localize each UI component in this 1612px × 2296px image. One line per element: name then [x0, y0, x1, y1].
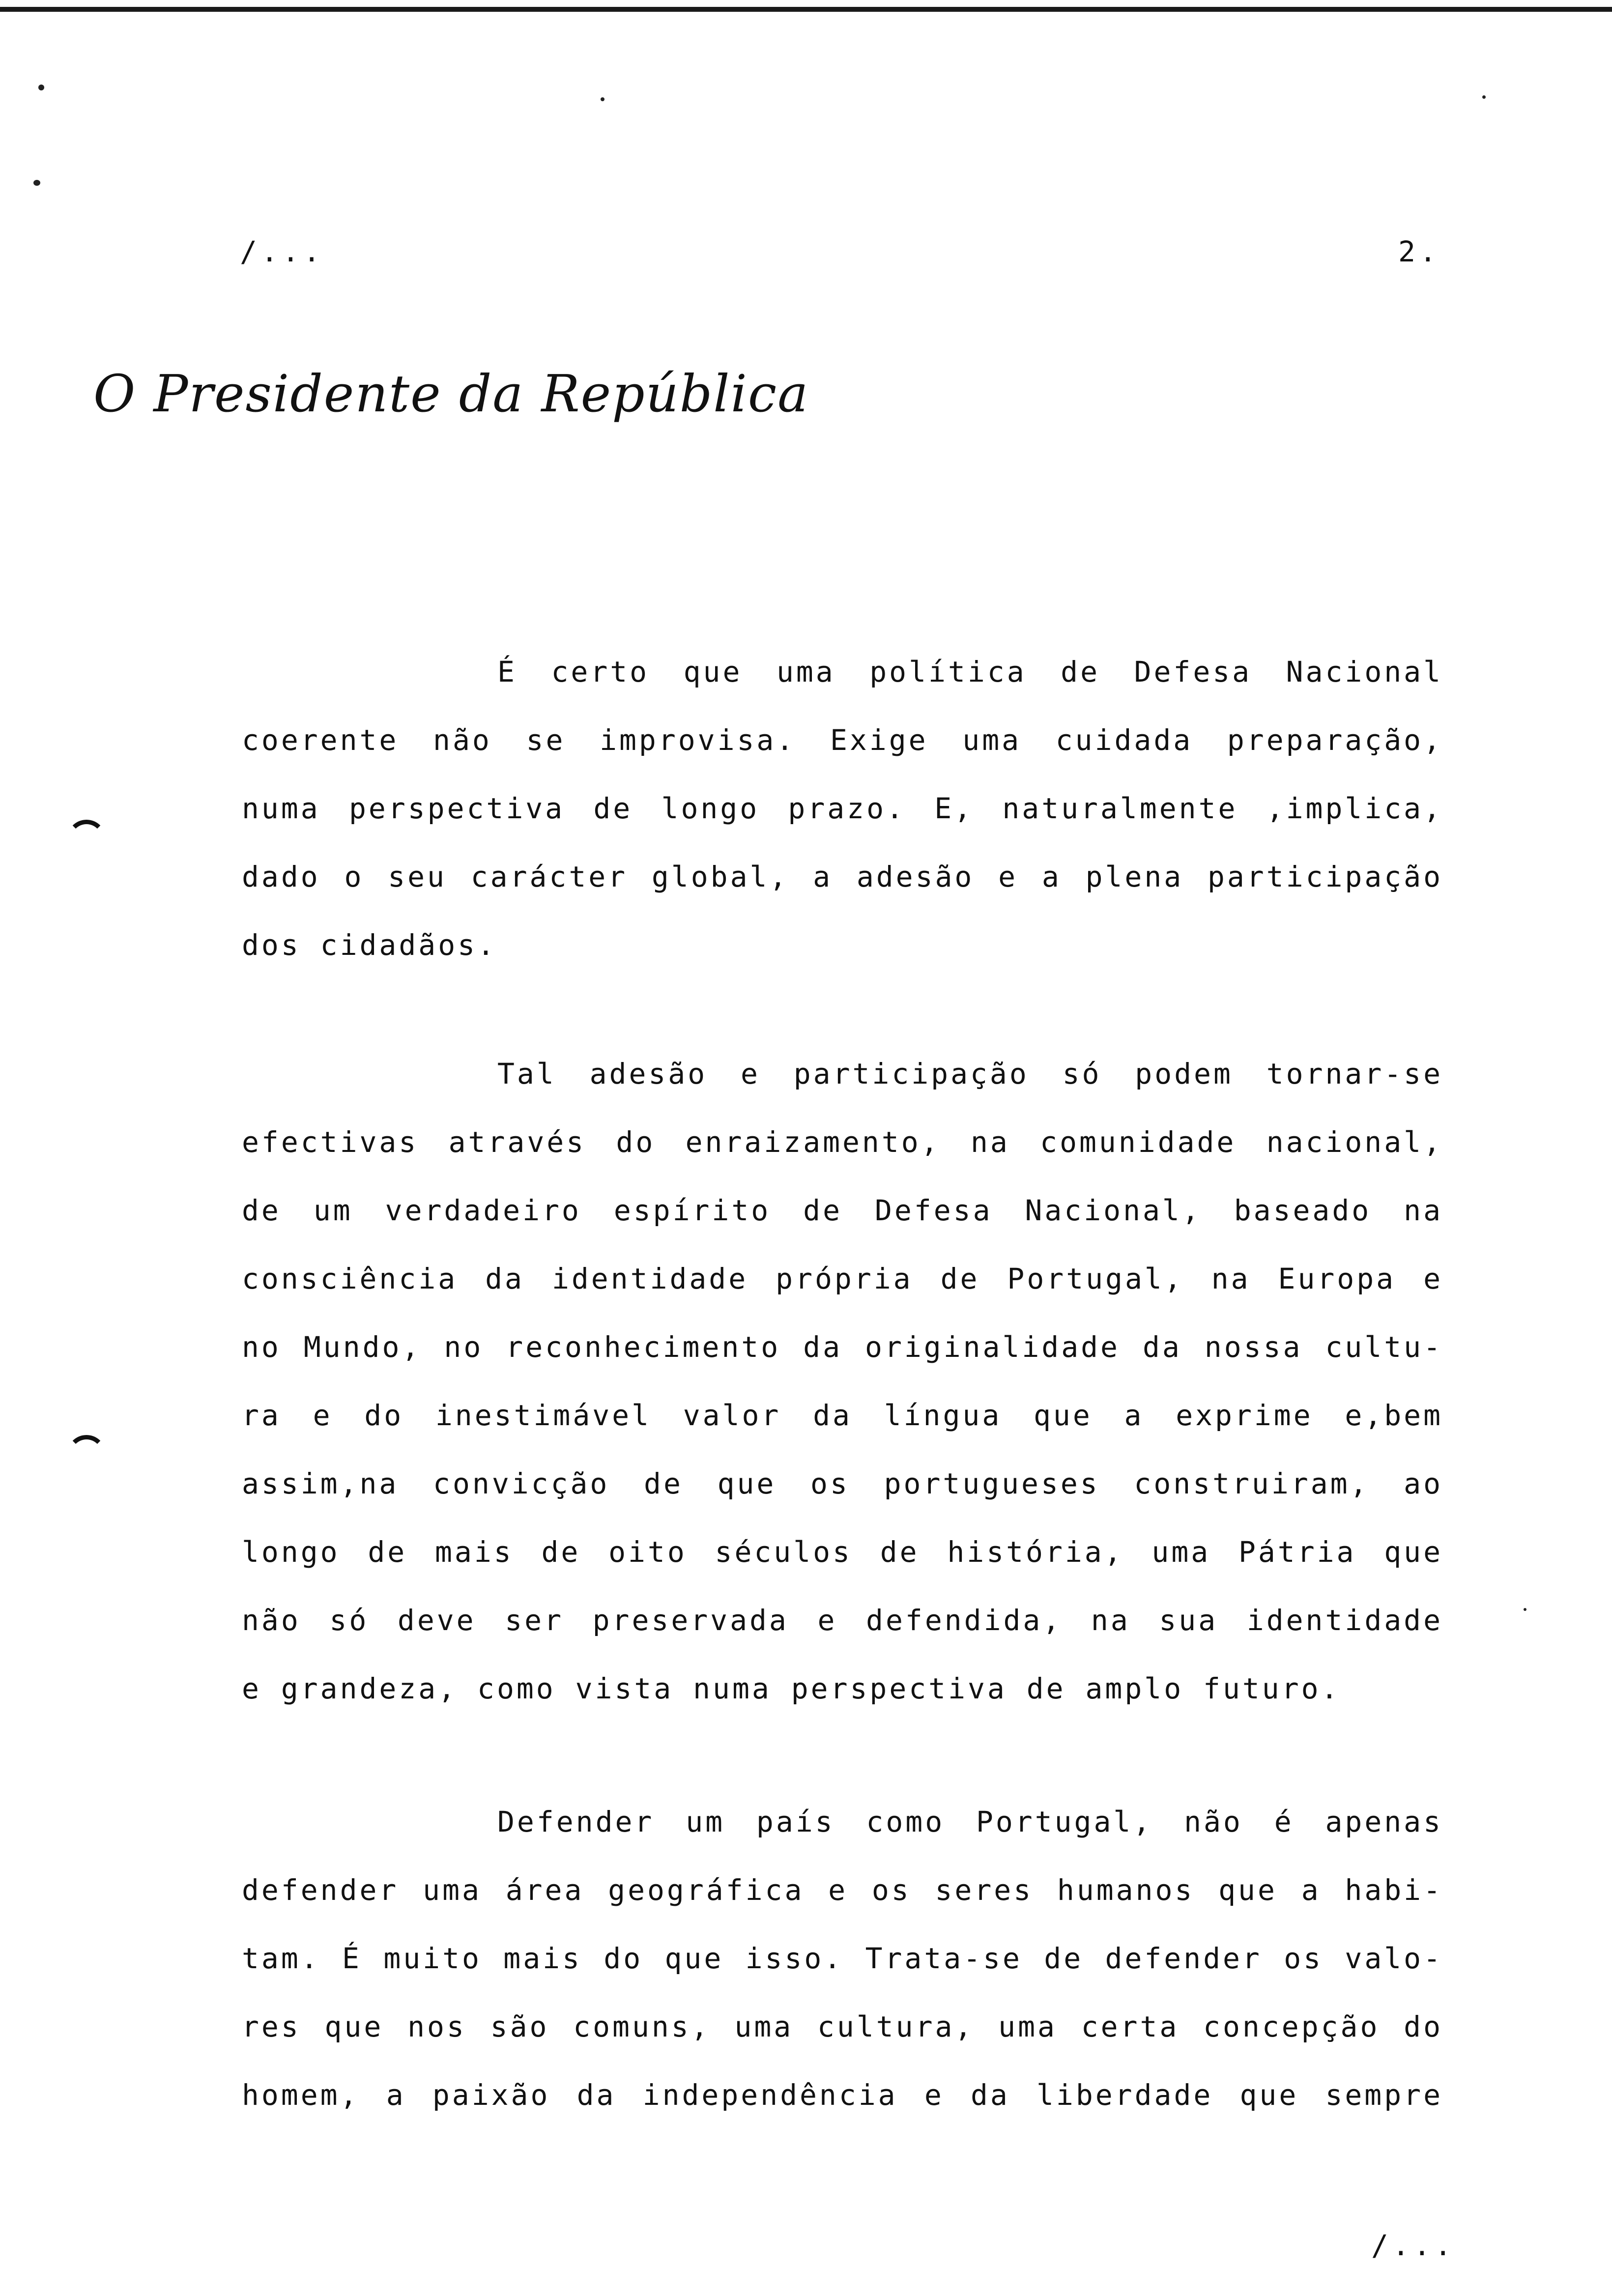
scan-speck — [1524, 1608, 1526, 1611]
continuation-mark-top: /... — [240, 235, 324, 268]
text-line: defender uma área geográfica e os seres humanos que a habi- — [242, 1873, 1443, 1907]
text-line: homem, a paixão da independência e da liberdade que sempre — [242, 2078, 1443, 2112]
punch-hole-mark — [67, 1435, 106, 1474]
text-line: dado o seu carácter global, a adesão e a plena participação — [242, 860, 1443, 893]
scan-speck — [38, 85, 44, 90]
text-line: consciência da identidade própria de Portugal, na Europa e — [242, 1262, 1443, 1295]
continuation-mark-bottom: /... — [1371, 2229, 1456, 2262]
text-line: res que nos são comuns, uma cultura, uma certa concepção do — [242, 2010, 1443, 2043]
text-line: dos cidadãos. — [242, 928, 497, 962]
text-line: longo de mais de oito séculos de história, uma Pátria que — [242, 1535, 1443, 1569]
punch-hole-mark — [67, 820, 106, 859]
paragraph-2 — [242, 1040, 1443, 1723]
letterhead: O Presidente da República — [93, 364, 809, 424]
text-line: de um verdadeiro espírito de Defesa Nacional, baseado na — [242, 1194, 1443, 1227]
text-line: numa perspectiva de longo prazo. E, naturalmente ,implica, — [242, 792, 1443, 825]
text-line: no Mundo, no reconhecimento da originalidade da nossa cultu- — [242, 1330, 1443, 1364]
text-line: ra e do inestimável valor da língua que a exprime e,bem — [242, 1399, 1443, 1432]
scan-speck — [33, 180, 40, 186]
paragraph-3 — [242, 1788, 1443, 2129]
text-line: coerente não se improvisa. Exige uma cuidada preparação, — [242, 723, 1443, 757]
scan-speck — [1482, 95, 1486, 99]
text-line: assim,na convicção de que os portugueses construiram, ao — [242, 1467, 1443, 1500]
page-number: 2. — [1398, 235, 1440, 268]
text-line: tam. É muito mais do que isso. Trata-se de defender os valo- — [242, 1942, 1443, 1975]
text-line: e grandeza, como vista numa perspectiva de amplo futuro. — [242, 1672, 1341, 1705]
text-line: Tal adesão e participação só podem tornar-se — [497, 1057, 1443, 1091]
paragraph-1 — [242, 638, 1443, 979]
scan-speck — [601, 97, 604, 101]
text-line: É certo que uma política de Defesa Nacional — [497, 655, 1443, 689]
top-border-rule — [0, 7, 1612, 12]
text-line: Defender um país como Portugal, não é apenas — [497, 1805, 1443, 1838]
text-line: efectivas através do enraizamento, na comunidade nacional, — [242, 1125, 1443, 1159]
text-line: não só deve ser preservada e defendida, na sua identidade — [242, 1604, 1443, 1637]
